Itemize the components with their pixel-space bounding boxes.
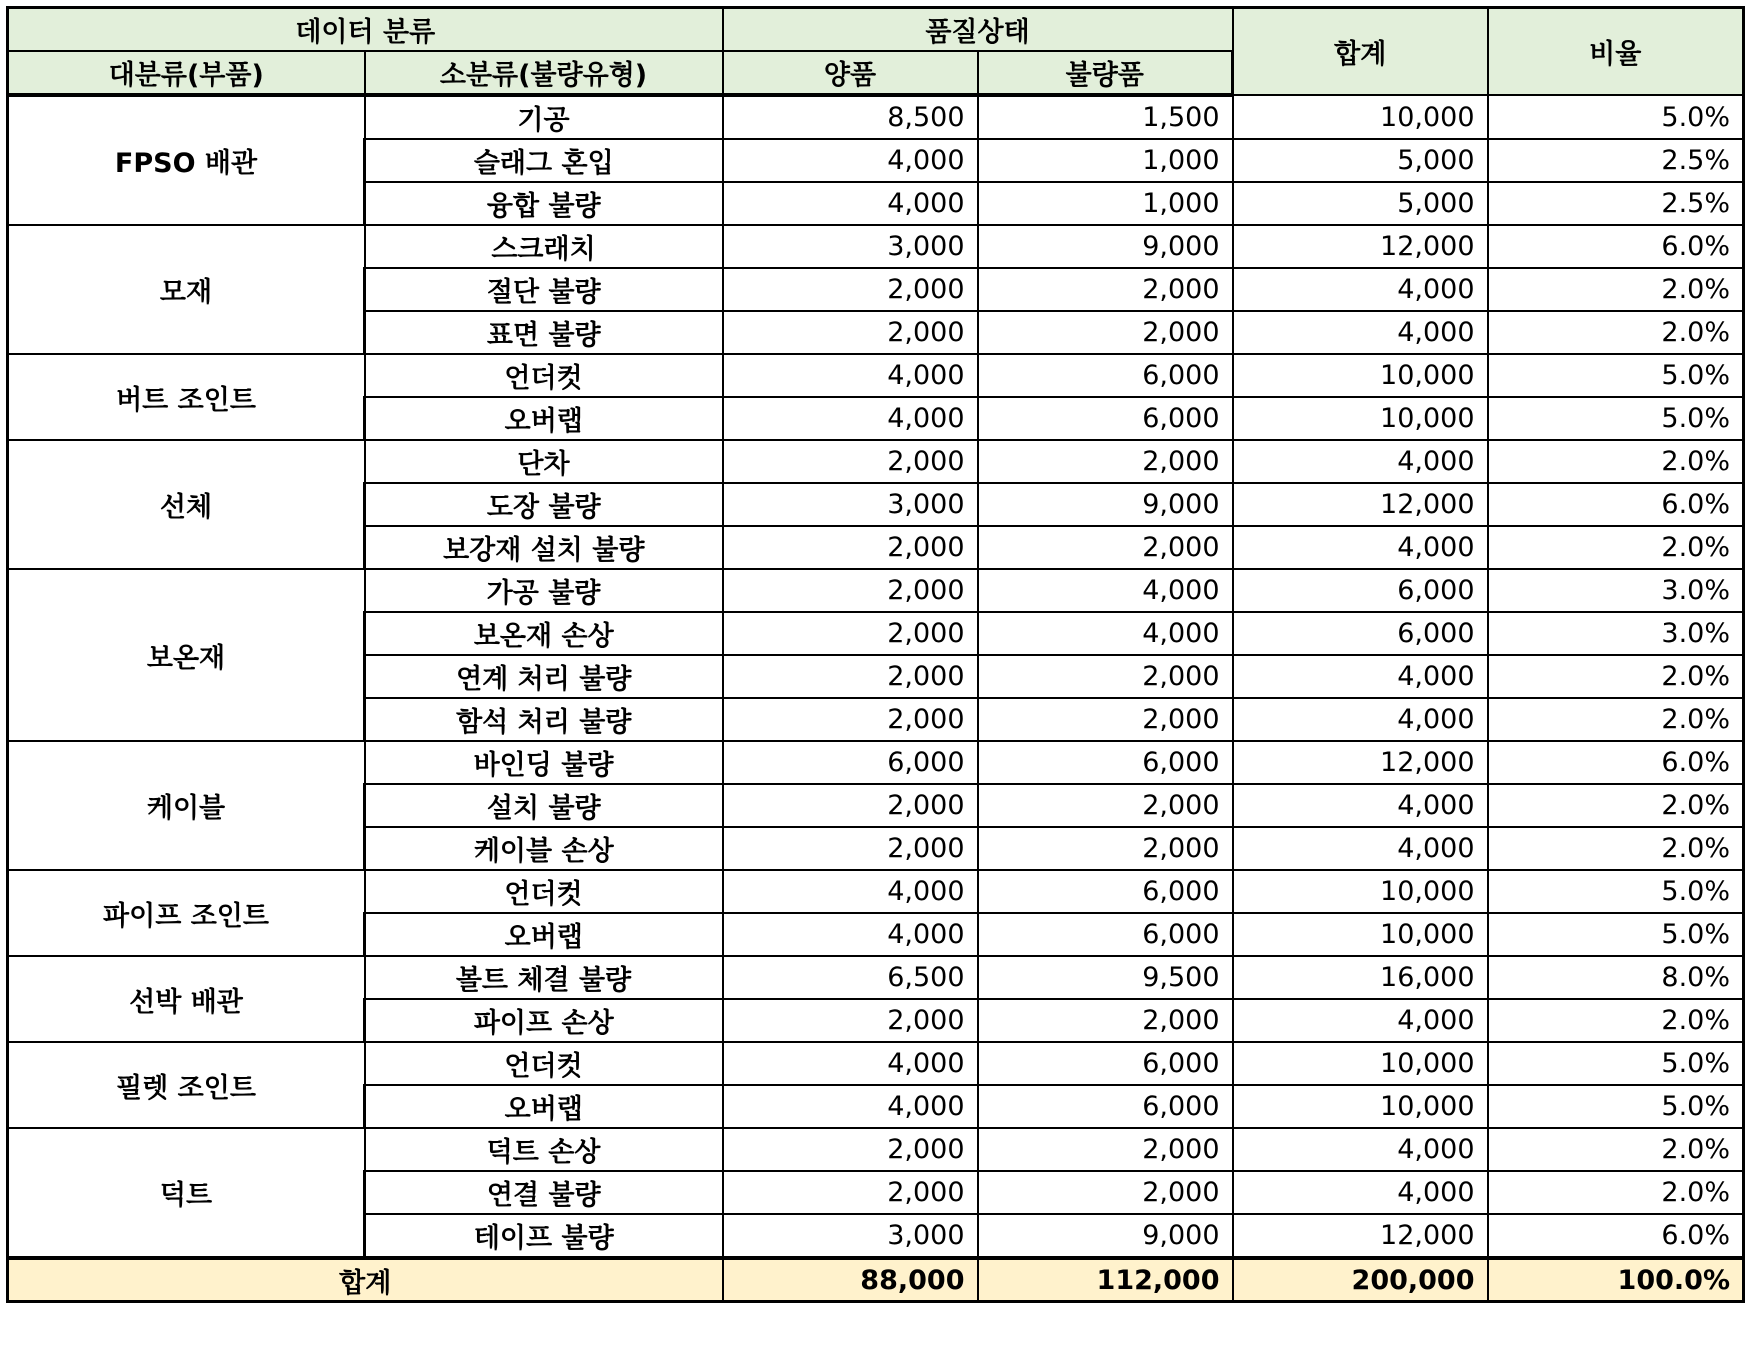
minor-cell: 언더컷 (365, 870, 723, 913)
minor-cell: 오버랩 (365, 1085, 723, 1128)
minor-cell: 함석 처리 불량 (365, 698, 723, 741)
total-cell: 12,000 (1233, 225, 1488, 268)
major-category-header: 대분류(부품) (8, 51, 365, 95)
minor-cell: 도장 불량 (365, 483, 723, 526)
defective-cell: 2,000 (978, 999, 1233, 1042)
minor-cell: 단차 (365, 440, 723, 483)
major-category-cell: 덕트 (8, 1128, 365, 1258)
minor-cell: 융합 불량 (365, 182, 723, 225)
defective-cell: 2,000 (978, 784, 1233, 827)
total-cell: 16,000 (1233, 956, 1488, 999)
good-cell: 4,000 (723, 1085, 978, 1128)
major-category-cell: 파이프 조인트 (8, 870, 365, 956)
total-cell: 4,000 (1233, 698, 1488, 741)
minor-cell: 덕트 손상 (365, 1128, 723, 1171)
good-cell: 6,500 (723, 956, 978, 999)
minor-cell: 언더컷 (365, 1042, 723, 1085)
minor-cell: 연결 불량 (365, 1171, 723, 1214)
minor-cell: 보강재 설치 불량 (365, 526, 723, 569)
good-cell: 4,000 (723, 913, 978, 956)
defective-cell: 6,000 (978, 1085, 1233, 1128)
good-cell: 2,000 (723, 827, 978, 870)
ratio-cell: 2.0% (1488, 1171, 1744, 1214)
minor-cell: 파이프 손상 (365, 999, 723, 1042)
total-cell: 6,000 (1233, 612, 1488, 655)
table-row (8, 741, 1744, 784)
table-body (8, 95, 1744, 1258)
defect-data-table (6, 6, 1745, 1303)
major-category-cell: 선체 (8, 440, 365, 569)
minor-cell: 스크래치 (365, 225, 723, 268)
total-cell: 4,000 (1233, 655, 1488, 698)
ratio-cell: 6.0% (1488, 741, 1744, 784)
total-cell: 4,000 (1233, 526, 1488, 569)
good-cell: 4,000 (723, 139, 978, 182)
table-row (8, 870, 1744, 913)
total-cell: 12,000 (1233, 1214, 1488, 1258)
defective-cell: 2,000 (978, 827, 1233, 870)
good-cell: 2,000 (723, 526, 978, 569)
total-cell: 10,000 (1233, 1085, 1488, 1128)
total-cell: 5,000 (1233, 139, 1488, 182)
total-cell: 4,000 (1233, 311, 1488, 354)
minor-cell: 가공 불량 (365, 569, 723, 612)
defective-cell: 2,000 (978, 698, 1233, 741)
defective-cell: 2,000 (978, 526, 1233, 569)
total-cell: 4,000 (1233, 827, 1488, 870)
table-row (8, 225, 1744, 268)
minor-cell: 보온재 손상 (365, 612, 723, 655)
minor-cell: 오버랩 (365, 913, 723, 956)
data-classification-header: 데이터 분류 (8, 8, 723, 52)
defective-cell: 4,000 (978, 612, 1233, 655)
ratio-cell: 2.0% (1488, 827, 1744, 870)
minor-cell: 절단 불량 (365, 268, 723, 311)
minor-cell: 언더컷 (365, 354, 723, 397)
defective-cell: 2,000 (978, 655, 1233, 698)
total-cell: 4,000 (1233, 1171, 1488, 1214)
defective-cell: 2,000 (978, 1171, 1233, 1214)
table-row (8, 569, 1744, 612)
major-category-cell: 케이블 (8, 741, 365, 870)
defective-cell: 1,500 (978, 95, 1233, 139)
ratio-cell: 2.0% (1488, 311, 1744, 354)
good-cell: 2,000 (723, 698, 978, 741)
good-cell: 2,000 (723, 655, 978, 698)
defective-cell: 6,000 (978, 354, 1233, 397)
total-cell: 10,000 (1233, 354, 1488, 397)
ratio-cell: 2.0% (1488, 268, 1744, 311)
major-category-cell: 모재 (8, 225, 365, 354)
total-cell: 4,000 (1233, 268, 1488, 311)
ratio-cell: 3.0% (1488, 569, 1744, 612)
ratio-cell: 3.0% (1488, 612, 1744, 655)
quality-status-header: 품질상태 (723, 8, 1233, 52)
minor-cell: 표면 불량 (365, 311, 723, 354)
good-cell: 2,000 (723, 1128, 978, 1171)
ratio-cell: 2.0% (1488, 440, 1744, 483)
good-cell: 3,000 (723, 225, 978, 268)
good-cell: 2,000 (723, 569, 978, 612)
totals-total: 200,000 (1233, 1258, 1488, 1302)
defective-cell: 9,000 (978, 225, 1233, 268)
defective-cell: 9,000 (978, 1214, 1233, 1258)
good-cell: 6,000 (723, 741, 978, 784)
defective-cell: 1,000 (978, 139, 1233, 182)
good-cell: 4,000 (723, 397, 978, 440)
ratio-cell: 5.0% (1488, 913, 1744, 956)
good-cell: 4,000 (723, 354, 978, 397)
good-cell: 2,000 (723, 784, 978, 827)
minor-cell: 테이프 불량 (365, 1214, 723, 1258)
ratio-cell: 5.0% (1488, 95, 1744, 139)
table-row (8, 1128, 1744, 1171)
table-row (8, 95, 1744, 139)
defective-cell: 9,500 (978, 956, 1233, 999)
totals-defective: 112,000 (978, 1258, 1233, 1302)
ratio-cell: 2.0% (1488, 655, 1744, 698)
major-category-cell: 버트 조인트 (8, 354, 365, 440)
ratio-cell: 2.0% (1488, 784, 1744, 827)
total-header: 합계 (1233, 8, 1488, 96)
minor-cell: 연계 처리 불량 (365, 655, 723, 698)
total-cell: 10,000 (1233, 870, 1488, 913)
ratio-cell: 2.0% (1488, 999, 1744, 1042)
major-category-cell: 선박 배관 (8, 956, 365, 1042)
defective-cell: 2,000 (978, 1128, 1233, 1171)
totals-ratio: 100.0% (1488, 1258, 1744, 1302)
good-cell: 8,500 (723, 95, 978, 139)
minor-cell: 기공 (365, 95, 723, 139)
good-cell: 2,000 (723, 268, 978, 311)
minor-cell: 설치 불량 (365, 784, 723, 827)
total-cell: 10,000 (1233, 95, 1488, 139)
ratio-cell: 6.0% (1488, 483, 1744, 526)
totals-good: 88,000 (723, 1258, 978, 1302)
ratio-header: 비율 (1488, 8, 1744, 96)
minor-cell: 슬래그 혼입 (365, 139, 723, 182)
ratio-cell: 8.0% (1488, 956, 1744, 999)
total-cell: 6,000 (1233, 569, 1488, 612)
total-cell: 4,000 (1233, 1128, 1488, 1171)
good-cell: 4,000 (723, 1042, 978, 1085)
total-cell: 12,000 (1233, 741, 1488, 784)
good-cell: 2,000 (723, 612, 978, 655)
good-cell: 3,000 (723, 483, 978, 526)
ratio-cell: 2.0% (1488, 1128, 1744, 1171)
table-row (8, 1042, 1744, 1085)
minor-cell: 오버랩 (365, 397, 723, 440)
defective-cell: 2,000 (978, 440, 1233, 483)
ratio-cell: 2.5% (1488, 139, 1744, 182)
ratio-cell: 2.0% (1488, 698, 1744, 741)
table-row (8, 956, 1744, 999)
minor-cell: 케이블 손상 (365, 827, 723, 870)
defective-cell: 2,000 (978, 268, 1233, 311)
defective-cell: 6,000 (978, 741, 1233, 784)
ratio-cell: 6.0% (1488, 225, 1744, 268)
table-row (8, 354, 1744, 397)
good-cell: 2,000 (723, 440, 978, 483)
total-cell: 10,000 (1233, 397, 1488, 440)
total-cell: 4,000 (1233, 440, 1488, 483)
major-category-cell: FPSO 배관 (8, 95, 365, 225)
total-cell: 4,000 (1233, 784, 1488, 827)
good-cell: 4,000 (723, 870, 978, 913)
good-cell: 3,000 (723, 1214, 978, 1258)
table-header (8, 8, 1744, 96)
defective-cell: 1,000 (978, 182, 1233, 225)
table-row (8, 440, 1744, 483)
defective-header: 불량품 (978, 51, 1233, 95)
good-header: 양품 (723, 51, 978, 95)
ratio-cell: 5.0% (1488, 1042, 1744, 1085)
ratio-cell: 5.0% (1488, 397, 1744, 440)
ratio-cell: 5.0% (1488, 354, 1744, 397)
ratio-cell: 2.0% (1488, 526, 1744, 569)
minor-category-header: 소분류(불량유형) (365, 51, 723, 95)
defective-cell: 6,000 (978, 870, 1233, 913)
ratio-cell: 2.5% (1488, 182, 1744, 225)
good-cell: 4,000 (723, 182, 978, 225)
good-cell: 2,000 (723, 999, 978, 1042)
minor-cell: 볼트 체결 불량 (365, 956, 723, 999)
minor-cell: 바인딩 불량 (365, 741, 723, 784)
ratio-cell: 5.0% (1488, 870, 1744, 913)
defective-cell: 2,000 (978, 311, 1233, 354)
ratio-cell: 6.0% (1488, 1214, 1744, 1258)
total-cell: 4,000 (1233, 999, 1488, 1042)
totals-row (8, 1258, 1744, 1302)
major-category-cell: 필렛 조인트 (8, 1042, 365, 1128)
major-category-cell: 보온재 (8, 569, 365, 741)
defective-cell: 6,000 (978, 397, 1233, 440)
total-cell: 12,000 (1233, 483, 1488, 526)
good-cell: 2,000 (723, 311, 978, 354)
totals-label: 합계 (8, 1258, 723, 1302)
good-cell: 2,000 (723, 1171, 978, 1214)
ratio-cell: 5.0% (1488, 1085, 1744, 1128)
total-cell: 10,000 (1233, 913, 1488, 956)
total-cell: 5,000 (1233, 182, 1488, 225)
total-cell: 10,000 (1233, 1042, 1488, 1085)
defective-cell: 9,000 (978, 483, 1233, 526)
defective-cell: 4,000 (978, 569, 1233, 612)
defective-cell: 6,000 (978, 913, 1233, 956)
defective-cell: 6,000 (978, 1042, 1233, 1085)
